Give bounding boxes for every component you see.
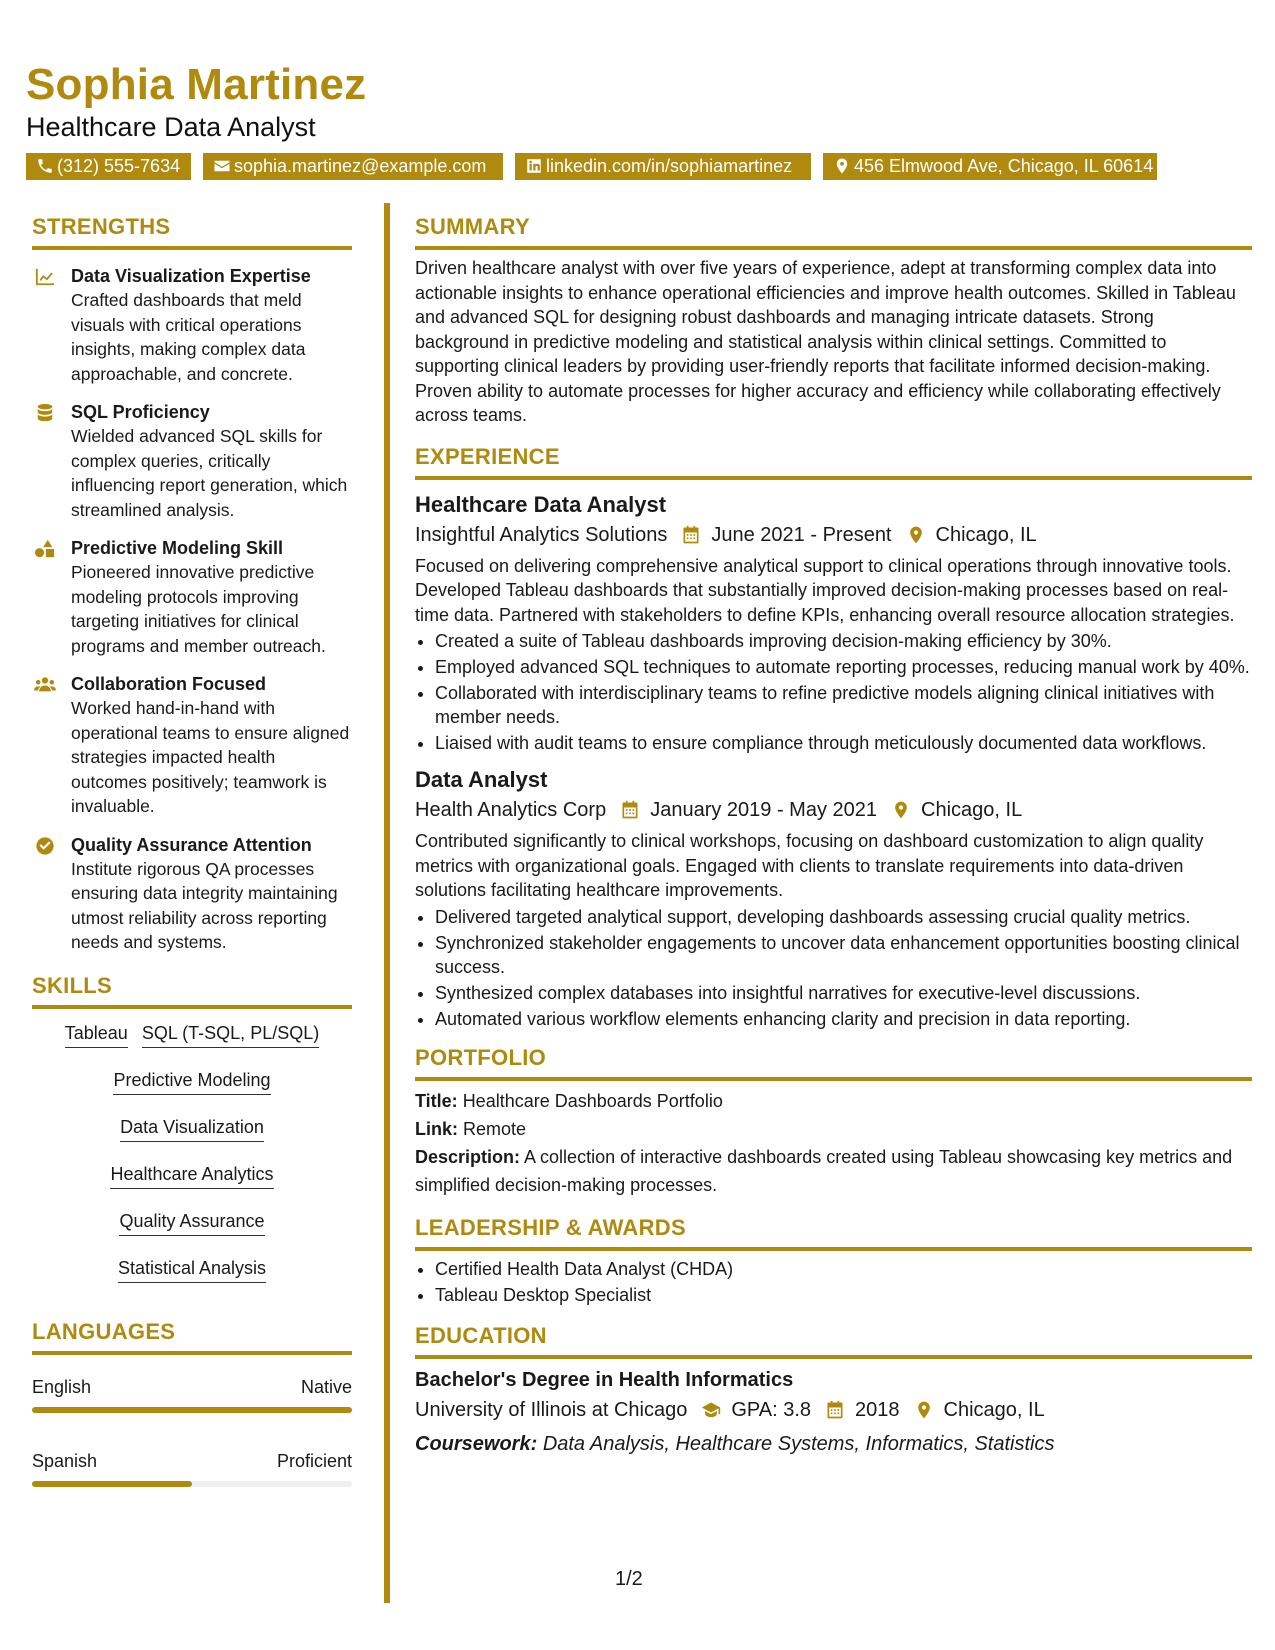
- job-description: Contributed significantly to clinical workshops, focusing on dashboard customization to align quality metrics with organizational goals. Engaged with clients to translate requirements into data-driven solutions facilitating healthcare improvements.: [415, 831, 1204, 900]
- portfolio-title-label: Title:: [415, 1090, 458, 1111]
- job-bullets: [415, 905, 1252, 1031]
- strength-desc: Worked hand-in-hand with operational teams to ensure aligned strategies impacted health outcomes positively; teamwork is invaluable.: [71, 698, 350, 816]
- skill-tag: Data Visualization: [120, 1115, 264, 1142]
- users-icon: [34, 675, 56, 695]
- list-item: • Collaborated with interdisciplinary teams to refine predictive models aligning clinical initiatives with member needs.: [435, 681, 1252, 729]
- language-name: Spanish: [32, 1450, 98, 1471]
- skill-tag: SQL (T-SQL, PL/SQL): [142, 1021, 319, 1048]
- phone-icon: [36, 157, 54, 175]
- education-heading: EDUCATION: [415, 1321, 1252, 1359]
- language-item: [32, 1375, 352, 1413]
- linkedin-text: linkedin.com/in/sophiamartinez: [546, 156, 793, 176]
- list-item: • Tableau Desktop Specialist: [435, 1283, 1252, 1307]
- portfolio-link-value[interactable]: Remote: [463, 1118, 527, 1139]
- address-text: 456 Elmwood Ave, Chicago, IL 60614: [854, 156, 1154, 176]
- job-description: Focused on delivering comprehensive analytical support to clinical operations through innovative tools. Developed Tableau dashboards that substantially improved decision-making processes based on real-time data. Partnered with stakeholders to define KPIs, enhancing overall resource allocation strategies.: [415, 555, 1235, 625]
- shapes-icon: [34, 539, 56, 559]
- language-item: [32, 1449, 352, 1487]
- strength-title: Quality Assurance Attention: [71, 834, 312, 855]
- strength-title: SQL Proficiency: [71, 402, 210, 422]
- phone-text: (312) 555-7634: [57, 156, 181, 176]
- language-bar: [32, 1481, 352, 1487]
- degree-title: Bachelor's Degree in Health Informatics: [415, 1368, 794, 1391]
- language-level: Native: [300, 1376, 352, 1397]
- page-indicator: 1/2: [615, 1568, 643, 1590]
- map-pin-icon: [833, 157, 851, 175]
- candidate-role: Healthcare Data Analyst: [26, 112, 316, 142]
- list-item: • Delivered targeted analytical support, developing dashboards assessing crucial quality metrics.: [435, 905, 1252, 929]
- calendar-icon: [620, 800, 640, 820]
- job-meta: [415, 795, 1252, 825]
- strength-item: [32, 264, 352, 386]
- strength-item: [32, 672, 352, 819]
- coursework-label: Coursework:: [415, 1432, 538, 1455]
- school-name: University of Illinois at Chicago: [415, 1398, 688, 1421]
- database-icon: [34, 403, 56, 423]
- awards-list: [415, 1257, 1252, 1307]
- job-entry: [415, 765, 1252, 1031]
- check-circle-icon: [34, 836, 56, 856]
- list-item: • Employed advanced SQL techniques to automate reporting processes, reducing manual work by 40%.: [435, 655, 1252, 679]
- summary-heading: SUMMARY: [415, 212, 1252, 250]
- skills-list: [32, 1009, 352, 1283]
- right-column: [415, 212, 1252, 1459]
- map-pin-icon: [906, 525, 926, 545]
- job-location: Chicago, IL: [935, 523, 1037, 546]
- list-item: • Liaised with audit teams to ensure compliance through meticulously documented data workflows.: [435, 731, 1252, 755]
- education-meta: [415, 1395, 1252, 1425]
- job-meta: [415, 520, 1252, 550]
- map-pin-icon: [914, 1400, 934, 1420]
- list-item: • Synthesized complex databases into insightful narratives for executive-level discussions.: [435, 981, 1252, 1005]
- strength-title: Predictive Modeling Skill: [71, 538, 284, 558]
- job-bullets: [415, 629, 1252, 755]
- portfolio-title-value: Healthcare Dashboards Portfolio: [462, 1090, 723, 1111]
- coursework: [415, 1429, 1252, 1459]
- strength-item: [32, 400, 352, 522]
- resume-header: [26, 58, 1246, 144]
- strength-title: Data Visualization Expertise: [71, 266, 311, 286]
- job-title: Healthcare Data Analyst: [415, 491, 667, 517]
- phone-chip[interactable]: [26, 153, 191, 180]
- job-entry: [415, 490, 1252, 756]
- map-pin-icon: [891, 800, 911, 820]
- portfolio-link-label: Link:: [415, 1118, 458, 1139]
- list-item: • Created a suite of Tableau dashboards improving decision-making efficiency by 30%.: [435, 629, 1252, 653]
- list-item: • Automated various workflow elements enhancing clarity and precision in data reporting.: [435, 1007, 1252, 1031]
- summary-text: Driven healthcare analyst with over five years of experience, adept at transforming complex data into actionable insights to enhance operational efficiencies and improve health outcomes. Skilled in Tableau and advanced SQL for designing robust dashboards and managing intricate datasets. Strong background in predictive modeling and statistical analysis within clinical settings. Committed to supporting clinical leaders by providing user-friendly reports that facilitate informed decision-making. Proven ability to automate processes for higher accuracy and efficiency while collaborating effectively across teams.: [415, 258, 1236, 425]
- experience-heading: EXPERIENCE: [415, 442, 1252, 480]
- email-chip[interactable]: [203, 153, 503, 180]
- address-chip[interactable]: [823, 153, 1157, 180]
- envelope-icon: [213, 157, 231, 175]
- coursework-list: Data Analysis, Healthcare Systems, Informatics, Statistics: [542, 1432, 1055, 1455]
- portfolio-desc-label: Description:: [415, 1146, 521, 1167]
- language-bar-fill: [32, 1407, 352, 1413]
- column-divider: [384, 203, 390, 1603]
- skill-tag: Tableau: [65, 1021, 128, 1048]
- language-level: Proficient: [276, 1450, 352, 1471]
- language-bar: [32, 1407, 352, 1413]
- graduation-cap-icon: [701, 1400, 721, 1420]
- language-name: English: [32, 1376, 92, 1397]
- strength-item: [32, 536, 352, 658]
- email-text: sophia.martinez@example.com: [234, 156, 487, 176]
- portfolio-desc-value: A collection of interactive dashboards created using Tableau showcasing key metrics and simplified decision-making processes.: [415, 1146, 1233, 1195]
- strength-item: [32, 833, 352, 955]
- job-company: Insightful Analytics Solutions: [415, 523, 668, 546]
- list-item: • Synchronized stakeholder engagements to uncover data enhancement opportunities boosting clinical success.: [435, 931, 1252, 979]
- strength-desc: Pioneered innovative predictive modeling protocols improving targeting initiatives for clinical programs and member outreach.: [71, 562, 326, 656]
- strength-desc: Institute rigorous QA processes ensuring data integrity maintaining utmost reliability across reporting needs and systems.: [71, 858, 338, 952]
- skill-tag: Healthcare Analytics: [110, 1162, 273, 1189]
- graduation-year: 2018: [855, 1398, 900, 1421]
- portfolio-heading: PORTFOLIO: [415, 1043, 1252, 1081]
- skills-heading: SKILLS: [32, 971, 352, 1009]
- calendar-icon: [825, 1400, 845, 1420]
- linkedin-icon: [525, 157, 543, 175]
- skill-tag: Predictive Modeling: [113, 1068, 270, 1095]
- strength-desc: Crafted dashboards that meld visuals with critical operations insights, making complex data approachable, and concrete.: [71, 290, 306, 384]
- chart-line-icon: [34, 267, 56, 287]
- strength-title: Collaboration Focused: [71, 674, 267, 694]
- calendar-icon: [681, 525, 701, 545]
- strengths-heading: STRENGTHS: [32, 212, 352, 250]
- skill-tag: Quality Assurance: [119, 1209, 264, 1236]
- awards-heading: LEADERSHIP & AWARDS: [415, 1213, 1252, 1251]
- portfolio-body: [415, 1087, 1252, 1199]
- skill-tag: Statistical Analysis: [118, 1256, 266, 1283]
- list-item: • Certified Health Data Analyst (CHDA): [435, 1257, 1252, 1281]
- linkedin-chip[interactable]: [515, 153, 811, 180]
- language-bar-fill: [32, 1481, 192, 1487]
- job-dates: June 2021 - Present: [711, 523, 892, 546]
- job-dates: January 2019 - May 2021: [650, 799, 878, 821]
- contact-bar: [26, 153, 1246, 180]
- languages-heading: LANGUAGES: [32, 1317, 352, 1355]
- job-title: Data Analyst: [415, 767, 548, 792]
- school-location: Chicago, IL: [943, 1398, 1045, 1421]
- gpa: GPA: 3.8: [731, 1398, 812, 1421]
- left-column: [32, 212, 352, 1487]
- candidate-name: Sophia Martinez: [26, 60, 367, 109]
- job-location: Chicago, IL: [921, 799, 1023, 821]
- strength-desc: Wielded advanced SQL skills for complex queries, critically influencing report generation, which streamlined analysis.: [71, 426, 348, 520]
- job-company: Health Analytics Corp: [415, 799, 607, 821]
